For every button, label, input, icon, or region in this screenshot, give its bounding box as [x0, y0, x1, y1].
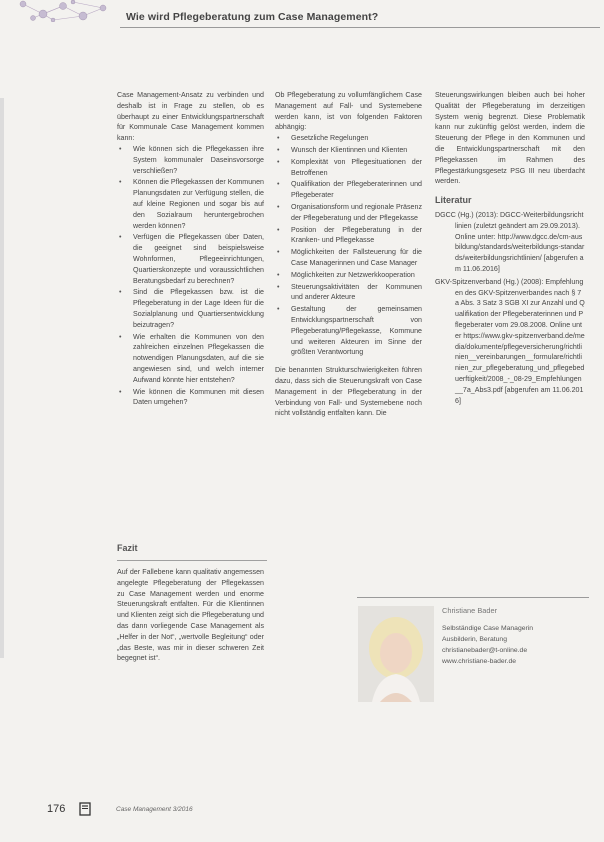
running-header-title: Wie wird Pflegeberatung zum Case Management?: [126, 11, 379, 23]
list-item: • Sind die Pflegekassen bzw. ist die Pflegeberatung in der Lage Ideen für die Sozialplanung und Quartiersentwicklung beizutragen?: [117, 287, 264, 330]
author-role: Selbständige Case Managerin: [442, 625, 534, 632]
author-email-link[interactable]: christianebader@t-online.de: [442, 647, 528, 654]
list-item: • Gestaltung der gemeinsamen Entwicklungspartnerschaft von Pflegeberatung/Pflegekasse, Kommune und weiteren Akteuren im Sinne der größten Verantwortung: [275, 304, 422, 358]
list-item: • Qualifikation der Pflegeberaterinnen und Pflegeberater: [275, 179, 422, 201]
list-item: • Gesetzliche Regelungen: [275, 133, 422, 144]
column-2: [275, 90, 422, 419]
literature-heading: Literatur: [435, 195, 472, 206]
list-item: • Können die Pflegekassen der Kommunen Planungsdaten zur Verfügung stellen, die auf kleine Regionen und sogar bis auf den Sozialraum heruntergebrochen werden können?: [117, 177, 264, 231]
fazit-text: Auf der Fallebene kann qualitativ angemessen angelegte Pflegeberatung der Pflegekassen zu Case Management werden und enorme Steuerungskraft entfalten. Für die Klientinnen und Klienten zeigt sich die Pflegeberatung und das dann vorliegende Case Management als „Helfer in der Not“, „wertvolle Begleitung“ oder „das Beste, was mir in dieser schweren Zeit begegnet ist“.: [117, 568, 264, 663]
margin-accent-bar: [0, 98, 4, 658]
header-rule: [120, 27, 600, 28]
list-item: • Möglichkeiten der Fallsteuerung für die Case Managerinnen und Case Manager: [275, 247, 422, 269]
list-item: • Wunsch der Klientinnen und Klienten: [275, 145, 422, 156]
fazit-rule: [117, 560, 267, 561]
list-item: • Komplexität von Pflegesituationen der Betroffenen: [275, 157, 422, 179]
literature-entry: GKV-Spitzenverband (Hg.) (2008): Empfehlungen des GKV-Spitzenverbandes nach § 7a Abs. 3 Satz 3 SGB XI zur Anzahl und Qualifikation der Pflegeberaterinnen und Pflegeberater vom 29.08.2008. Online unter https://www.gkv-spitzenverband.de/media/dokumente/pflegeversicherung/richtlinien__vereinbarungen__formulare/richtlinien_zur_pflegeberatung_und_pflegebeduerftigkeit/2008_-_08-29_Empfehlungen__7a_Abs3.pdf [abgerufen am 11.06.2016]: [435, 277, 585, 405]
factor-list: [275, 133, 422, 358]
list-item: • Wie können sich die Pflegekassen ihre System kommunaler Daseinsvorsorge verschließen?: [117, 144, 264, 176]
column-3-intro: Steuerungswirkungen bleiben auch bei hoher Qualität der Pflegeberatung im derzeitigen System wenig begrenzt. Diese Problematik kann nur zukünftig gelöst werden, indem die Steuerung der Pflege in den Kommunen und die Entwicklungspartnerschaft mit den Pflegekassen im Rahmen des Pflegestärkungsgesetz PSG III neu überdacht werden.: [435, 91, 585, 186]
column-3: [435, 90, 585, 408]
author-photo: [358, 606, 434, 702]
question-list: [117, 144, 264, 408]
author-info: [442, 605, 592, 667]
literature-entry: DGCC (Hg.) (2013): DGCC-Weiterbildungsrichtlinien (zuletzt geändert am 29.09.2013). Online unter: http://www.dgcc.de/cm-ausbildung/standards/weiterbildungs-standards/weiterbildungsrichtlinien/ [abgerufen am 11.06.2016]: [435, 210, 585, 273]
list-item: • Wie erhalten die Kommunen von den zahlreichen einzelnen Pflegekassen die notwendigen Planungsdaten, auf die sie angewiesen sind, und welch interner Aufwand könnte hier entstehen?: [117, 332, 264, 386]
column-2-outro: Die benannten Strukturschwierigkeiten führen dazu, dass sich die Steuerungskraft von Case Management in der Pflegeberatung in der Verbindung von Fall- und Systemebene noch nicht vollständig entfalten kann. Die: [275, 366, 422, 418]
document-icon: [79, 802, 91, 816]
fazit-section: [117, 567, 264, 664]
author-name: Christiane Bader: [442, 606, 498, 615]
list-item: • Verfügen die Pflegekassen über Daten, die geeignet sind beispielsweise Wohnformen, Pflegeeinrichtungen, Quartierskonzepte und voraussichtlichen Beratungsbedarf zu berechnen?: [117, 232, 264, 286]
list-item: • Position der Pflegeberatung in der Kranken- und Pflegekasse: [275, 225, 422, 247]
header-molecule-graphic: [18, 0, 118, 22]
list-item: • Wie können die Kommunen mit diesen Daten umgehen?: [117, 387, 264, 409]
column-2-intro: Ob Pflegeberatung zu vollumfänglichem Case Management auf Fall- und Systemebene werden kann, ist von folgenden Faktoren abhängig:: [275, 91, 422, 132]
column-1: [117, 90, 264, 409]
author-subrole: Ausbilderin, Beratung: [442, 636, 507, 643]
magazine-name: Case Management 3/2016: [116, 806, 193, 813]
author-separator: [357, 597, 589, 598]
list-item: • Steuerungsaktivitäten der Kommunen und anderer Akteure: [275, 282, 422, 304]
list-item: • Organisationsform und regionale Präsenz der Pflegeberatung und der Pflegekasse: [275, 202, 422, 224]
list-item: • Möglichkeiten zur Netzwerkkooperation: [275, 270, 422, 281]
author-website-link[interactable]: www.christiane-bader.de: [442, 658, 517, 665]
fazit-heading: Fazit: [117, 543, 138, 553]
page-number: 176: [47, 803, 66, 815]
column-1-intro: Case Management-Ansatz zu verbinden und deshalb ist in Frage zu stellen, ob es überhaupt zu einer Entwicklungspartnerschaft für Kommunale Case Management kommen kann:: [117, 91, 264, 143]
